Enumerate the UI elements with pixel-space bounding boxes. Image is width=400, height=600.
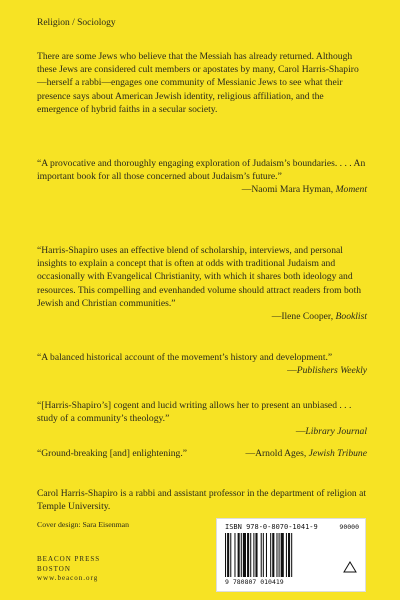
isbn-label: ISBN 978-0-8070-1041-9 — [225, 523, 318, 531]
blurb-quote-1 — [37, 157, 367, 197]
blurb-quote-1-text: “A provocative and thoroughly engaging exploration of Judaism’s boundaries. . . . An important book for all those concerned about Judaism’s future.” — [37, 158, 366, 183]
isbn-barcode — [216, 518, 366, 592]
triangle-icon — [343, 561, 357, 573]
blurb-quote-5 — [37, 447, 367, 460]
cover-design-credit: Cover design: Sara Eisenman — [37, 520, 130, 529]
publisher-name: BEACON PRESS — [37, 555, 101, 563]
attribution-name: —Arnold Ages, — [245, 448, 309, 459]
blurb-quote-5-attribution — [245, 447, 367, 460]
price-code: 90000 — [339, 523, 359, 531]
attribution-source: Library Journal — [305, 426, 367, 438]
blurb-quote-2-text: “Harris-Shapiro uses an effective blend of scholarship, interviews, and personal insights to explain a concept that is often at odds with traditional Judaism and occasionally with Evangelical Christianity, with which it shares both ideology and resources. This compelling and evenhanded volume should attract readers from both Jewish and Christian communities.” — [37, 245, 362, 309]
category-label: Religion / Sociology — [37, 18, 116, 28]
blurb-quote-4-text: “[Harris-Shapiro’s] cogent and lucid writing allows her to present an unbiased . . . study of a community’s theology.” — [37, 400, 352, 425]
blurb-quote-3 — [37, 351, 367, 377]
author-bio: Carol Harris-Shapiro is a rabbi and assistant professor in the department of religion at Temple University. — [37, 488, 367, 513]
attribution-source: Booklist — [335, 311, 367, 323]
blurb-quote-4 — [37, 399, 367, 439]
blurb-quote-1-attribution — [37, 183, 367, 196]
blurb-quote-2 — [37, 244, 367, 323]
publisher-url: www.beacon.org — [37, 574, 99, 583]
blurb-quote-3-text: “A balanced historical account of the movement’s history and development.” — [37, 352, 333, 363]
publisher-imprint — [37, 555, 100, 584]
blurb-quote-3-attribution — [37, 364, 367, 377]
attribution-source: Jewish Tribune — [308, 448, 367, 459]
attribution-name: —Ilene Cooper, — [271, 311, 336, 323]
blurb-quote-4-attribution — [37, 425, 367, 438]
attribution-name: —Naomi Mara Hyman, — [241, 184, 336, 196]
intro-paragraph: There are some Jews who believe that the Messiah has already returned. Although these Jews are considered cult members or apostates by many, Carol Harris-Shapiro—herself a rabbi—engages one community of Messianic Jews to see what their presence says about American Jewish identity, religious affiliation, and the emergence of hybrid faiths in a secular society. — [37, 51, 359, 115]
attribution-source: Moment — [335, 184, 367, 196]
attribution-name: — — [295, 426, 306, 438]
attribution-name: — — [287, 365, 297, 377]
barcode-number: 9 780807 010419 — [225, 578, 284, 586]
publisher-city: BOSTON — [37, 564, 71, 573]
blurb-quote-2-attribution — [37, 310, 367, 323]
attribution-source: Publishers Weekly — [296, 365, 367, 377]
barcode-bars — [225, 533, 335, 577]
blurb-quote-5-text: “Ground-breaking [and] enlightening.” — [37, 448, 187, 459]
